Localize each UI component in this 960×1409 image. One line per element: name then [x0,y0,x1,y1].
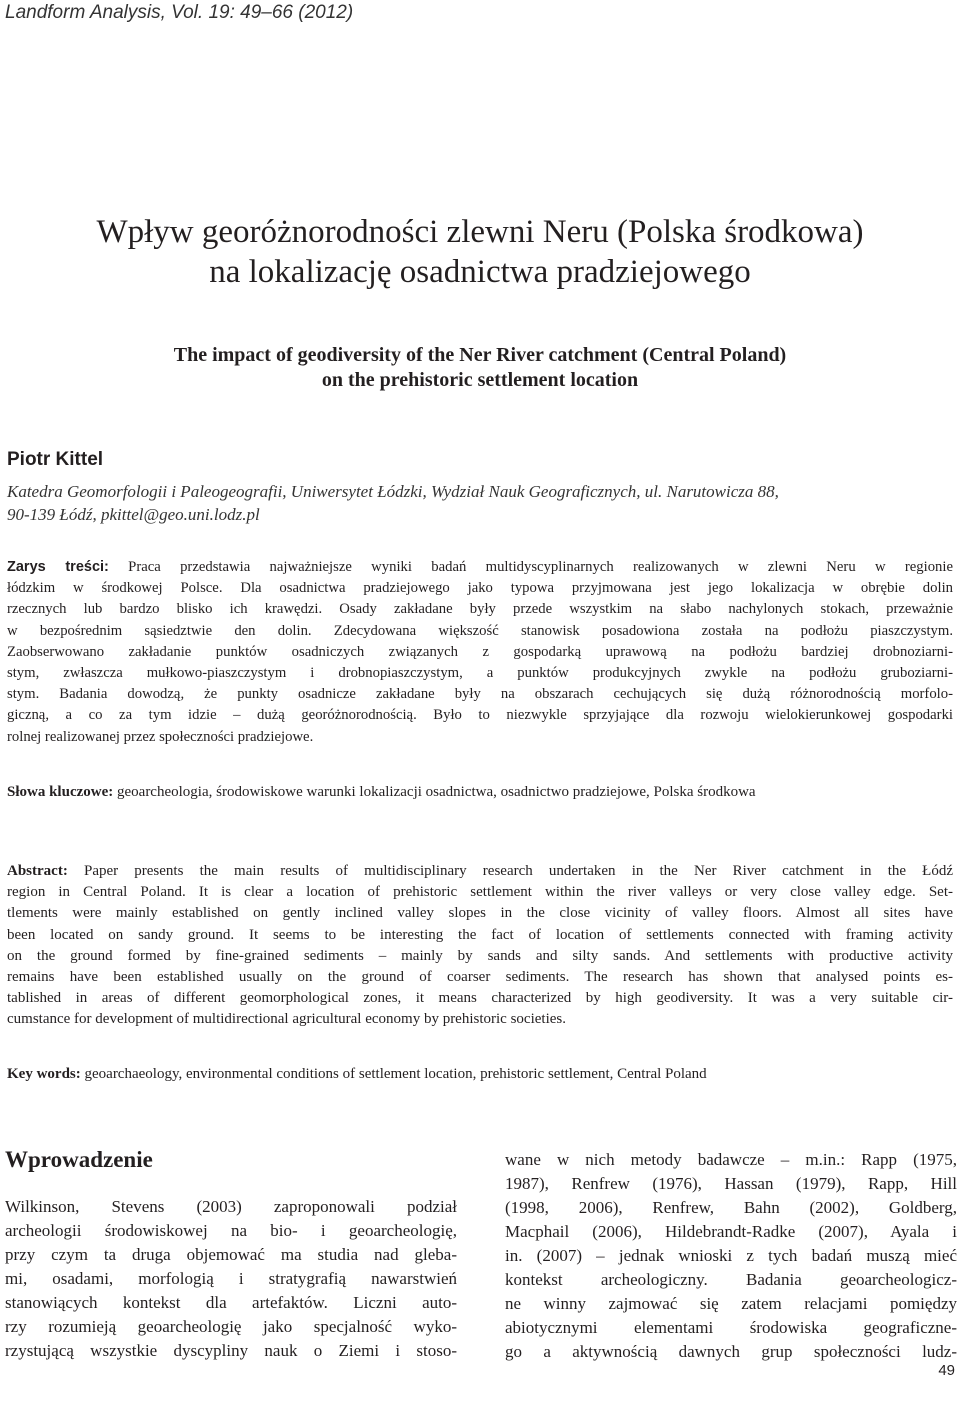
body-line: wane w nich metody badawcze – m.in.: Rapp (1975, [505,1150,957,1169]
body-line: rzy rozumieją geoarcheologię jako specjalność wyko- [5,1317,457,1336]
keywords-english-line [7,1064,953,1085]
keywords-polish [7,782,953,803]
body-column-left [5,1195,457,1363]
abstract-polish-line: stym. Badania dowodzą, że punkty osadnicze zakładane były na obszarach cechujących się dużą różnorodnością morfolo- [7,686,953,703]
title-polish [0,212,960,292]
body-line: mi, osadami, morfologią i stratygrafią nawarstwień [5,1269,457,1288]
keywords-english-text: geoarchaeology, environmental conditions of settlement location, prehistoric settlement, Central Poland [80,1066,707,1082]
abstract-polish-label: Zarys treści: [7,559,109,575]
affiliation-line: 90-139 Łódź, pkittel@geo.uni.lodz.pl [7,505,260,524]
abstract-english-line: cumstance for development of multidirectional agricultural economy by prehistoric societies. [7,1011,566,1028]
abstract-english-line: tablished in areas of different geomorphological zones, it means characterized by high geodiversity. It was a very suitable cir- [7,990,953,1007]
abstract-polish-line: stym, zwłaszcza mułkowo-piaszczystym i drobnopiaszczystym, a punktów produkcyjnych zwykle na podłożu gruboziarni- [7,664,953,681]
abstract-polish-line: giczną, a co za tym idzie – dużą georóżnorodnością. Było to niezwykle sprzyjające dla rozwoju wielokierunkowej gospodarki [7,707,953,724]
abstract-english [7,861,953,1031]
title-english [0,343,960,393]
keywords-polish-label: Słowa kluczowe: [7,784,114,800]
abstract-polish-line: łódzkim w środkowej Polsce. Dla osadnictwa pradziejowego jako typowa przyjmowana jest jego lokalizacja w obrębie dolin [7,580,953,597]
abstract-polish-line: rolnej realizowanej przez społeczności pradziejowe. [7,728,314,745]
body-line: go a aktywnością dawnych grup społeczności ludz- [505,1342,957,1361]
body-line: ne winny zajmować się zatem relacjami pomiędzy [505,1294,957,1313]
affiliation-line: Katedra Geomorfologii i Paleogeografii, Uniwersytet Łódzki, Wydział Nauk Geograficznych, ul. Narutowicza 88, [7,482,779,501]
title-english-line: The impact of geodiversity of the Ner River catchment (Central Poland) [173,344,787,366]
title-english-line: on the prehistoric settlement location [321,369,639,391]
title-polish-line: na lokalizację osadnictwa pradziejowego [209,254,751,290]
body-column-right [505,1148,957,1364]
abstract-english-line: on the ground formed by fine-grained sediments – mainly by sands and silty sands. And settlements with productive activity [7,947,953,964]
body-line: rzystującą wszystkie dyscypliny nauk o Ziemi i stoso- [5,1341,457,1360]
abstract-english-line: region in Central Poland. It is clear a location of prehistoric settlement within the river valleys or very close valley edge. Set- [7,884,953,901]
body-line: archeologii środowiskowej na bio- i geoarcheologię, [5,1221,457,1240]
journal-header: Landform Analysis, Vol. 19: 49–66 (2012) [5,2,354,23]
body-line: stanowiących kontekst dla artefaktów. Liczni auto- [5,1293,457,1312]
abstract-english-label: Abstract: [7,863,68,879]
abstract-polish-line: rzecznych lub bardzo blisko ich krawędzi. Osady zakładane były przede wszystkim na słabo nachylonych stokach, przeważnie [7,601,953,618]
keywords-english-label: Key words: [7,1066,81,1082]
abstract-english-line: tlements were mainly established on gently inclined valley slopes in the close vicinity of valley floors. Almost all sites have [7,905,953,922]
title-polish-line: Wpływ georóżnorodności zlewni Neru (Polska środkowa) [96,214,864,250]
abstract-english-line: remains have been established usually on the ground of coarser sediments. The research has shown that analysed points es- [7,968,953,985]
body-line: in. (2007) – jednak wnioski z tych badań muszą mieć [505,1246,957,1265]
abstract-english-text: Paper presents the main results of multidisciplinary research undertaken in the Ner River catchment in the Łódź [67,863,953,879]
body-line: Wilkinson, Stevens (2003) zaproponowali podział [5,1197,457,1216]
page-number: 49 [938,1362,955,1379]
body-line: 1987), Renfrew (1976), Hassan (1979), Rapp, Hill [505,1174,957,1193]
body-line: Macphail (2006), Hildebrandt-Radke (2007), Ayala i [505,1222,957,1241]
keywords-polish-text: geoarcheologia, środowiskowe warunki lokalizacji osadnictwa, osadnictwo pradziejowe, Polska środkowa [113,784,756,800]
abstract-polish-text: Praca przedstawia najważniejsze wyniki badań multidyscyplinarnych realizowanych w zlewni Neru w regionie [108,559,953,575]
body-line: abiotycznymi elementami środowiska geograficzne- [505,1318,957,1337]
keywords-polish-line [7,782,953,803]
abstract-english-line [7,861,953,882]
keywords-english [7,1064,953,1085]
abstract-polish [7,557,953,748]
section-heading: Wprowadzenie [5,1147,153,1172]
abstract-english-line: been located on sandy ground. It seems to be interesting the fact of location of settlements connected with framing activity [7,926,953,943]
abstract-polish-line: Zaobserwowano zakładanie punktów osadniczych związanych z gospodarką uprawową na podłożu bardziej drobnoziarni- [7,643,953,660]
abstract-polish-line [7,557,953,578]
body-line: kontekst archeologiczny. Badania geoarcheologicz- [505,1270,957,1289]
body-line: przy czym ta druga objemować ma studia nad gleba- [5,1245,457,1264]
author-affiliation [7,480,952,526]
author-name: Piotr Kittel [7,449,104,470]
abstract-polish-line: w bezpośrednim sąsiedztwie den dolin. Zdecydowana większość stanowisk posadowiona została na podłożu piaszczystym. [7,622,953,639]
body-line: (1998, 2006), Renfrew, Bahn (2002), Goldberg, [505,1198,957,1217]
